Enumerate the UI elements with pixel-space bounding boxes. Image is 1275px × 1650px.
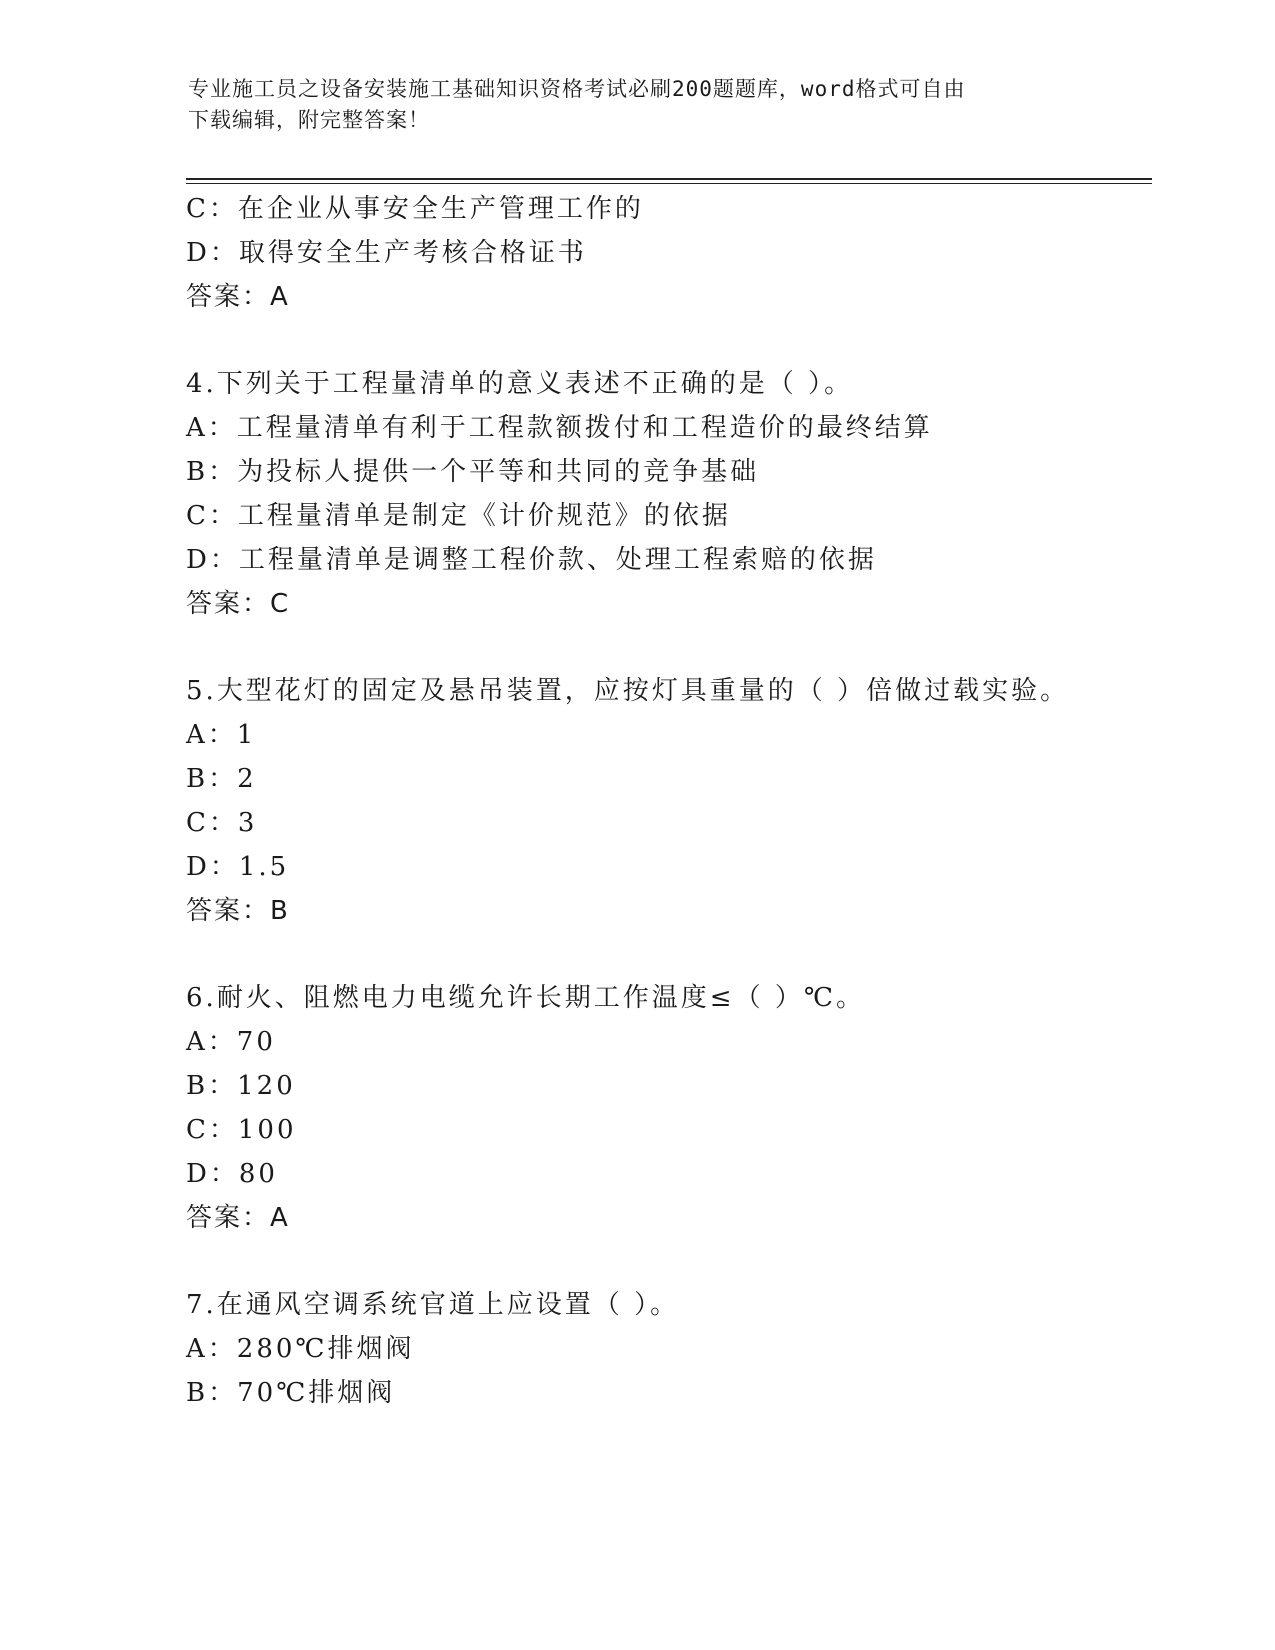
header-divider-thin <box>186 183 1152 184</box>
q5-option-b: B：2 <box>186 764 257 794</box>
q4-option-a: A：工程量清单有利于工程款额拨付和工程造价的最终结算 <box>186 413 933 443</box>
q7-option-b: B：70℃排烟阀 <box>186 1378 396 1408</box>
q6-option-d: D：80 <box>186 1159 278 1189</box>
q6-stem: 6.耐火、阻燃电力电缆允许长期工作温度≤（ ）℃。 <box>186 983 865 1013</box>
q4-option-c: C：工程量清单是制定《计价规范》的依据 <box>186 501 731 531</box>
q4-answer: 答案：C <box>186 589 291 619</box>
header-divider-thick <box>186 178 1152 180</box>
q5-answer: 答案：B <box>186 896 290 926</box>
q5-option-d: D：1.5 <box>186 852 290 882</box>
q7-option-a: A：280℃排烟阀 <box>186 1334 415 1364</box>
q7-stem: 7.在通风空调系统官道上应设置（ ）。 <box>186 1290 680 1320</box>
header-title-line-2: 下载编辑，附完整答案！ <box>188 108 430 132</box>
q4-stem: 4.下列关于工程量清单的意义表述不正确的是（ ）。 <box>186 369 854 399</box>
q4-option-d: D：工程量清单是调整工程价款、处理工程索赔的依据 <box>186 545 877 575</box>
header-title-line-1: 专业施工员之设备安装施工基础知识资格考试必刷200题题库，word格式可自由 <box>188 77 966 101</box>
q6-option-c: C：100 <box>186 1115 297 1145</box>
q4-option-b: B：为投标人提供一个平等和共同的竞争基础 <box>186 457 760 487</box>
q3-answer: 答案：A <box>186 282 290 312</box>
q6-option-b: B：120 <box>186 1071 296 1101</box>
document-header <box>188 74 1088 136</box>
q5-option-a: A：1 <box>186 720 257 750</box>
q6-answer: 答案：A <box>186 1203 290 1233</box>
q3-option-c: C：在企业从事安全生产管理工作的 <box>186 194 644 224</box>
q6-option-a: A：70 <box>186 1027 276 1057</box>
q5-stem: 5.大型花灯的固定及悬吊装置，应按灯具重量的（ ）倍做过载实验。 <box>186 676 1070 706</box>
q3-option-d: D：取得安全生产考核合格证书 <box>186 238 587 268</box>
q5-option-c: C：3 <box>186 808 258 838</box>
